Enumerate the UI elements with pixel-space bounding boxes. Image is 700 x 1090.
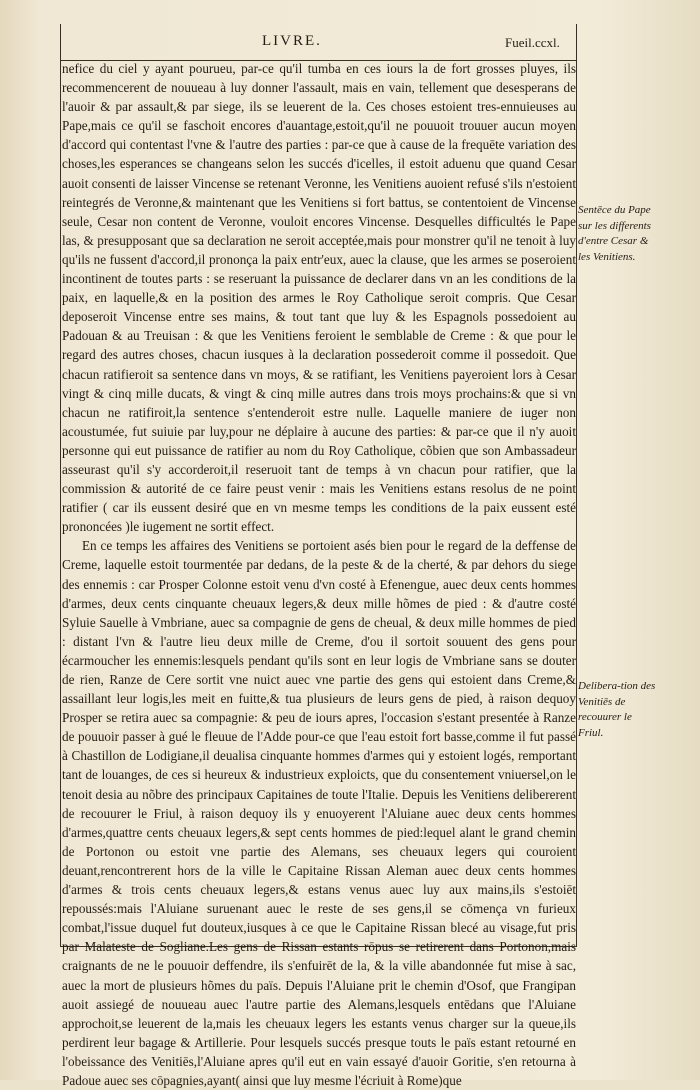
folio-number: Fueil.ccxl. [505, 35, 560, 50]
running-title: LIVRE. [262, 33, 322, 49]
paragraph-2: En ce temps les affaires des Venitiens se portoient asés bien pour le regard de la deffense de Creme, laquelle estoit tourmentée par dedans, de la peste & de la cherté, & par dehors du siege des ennemis : car Prosper Colonne estoit venu d'vn costé à Efenengue, auec deux cents hommes d'armes, deux cents cinquante cheuaux legers,& deux mille hõmes de pied : & d'autre costé Syluie Sauelle à Vmbriane, auec sa compagnie de gens de cheual, & deux mille hommes de pied : distant l'vn & l'autre lieu deux mille de Creme, d'ou il sortoit souuent des gens pour écarmoucher les ennemis:lesquels pendant qu'ils sont en leur logis de Vmbriane sans se douter de rien, Ranze de Cere sortit vne nuict auec vne partie des gens qui estoient dans Creme,& assaillant leur logis,les meit en fuitte,& tua plusieurs de leurs gens de pied, à raison dequoy Prosper se retira auec sa compagnie: & peu de iours apres, l'occasion s'estant presentée à Ranze de pouuoir passer à gué le fleuue de l'Adde pour-ce que l'eau estoit fort basse,comme il fut passé à Chastillon de Lodigiane,il deualisa cinquante hommes d'armes qui y estoient logés, remportant tant de louanges, de ces si heureux & industrieux exploicts, que du consentement vniuersel,on le tenoit desia au nõbre des principaux Capitaines de toute l'Italie. Depuis les Venitiens delibererent de recouurer le Friul, à raison dequoy ils y enuoyerent l'Aluiane auec deux cents hommes d'armes,quattre cents cheuaux legers,& sept cents hommes de pied:lequel alant le grand chemin de Portonon ou estoit vne partie des Alemans, ses cheuaux legers qui couroient deuant,rencontrerent hors de la ville le Capitaine Rissan Aleman auec deux cents hommes d'armes & trois cents cheuaux legers,& estans venus auec luy aux mains,ils s'estoiēt repoussés:mais l'Aluiane suruenant auec le reste de ses gens,il se cōmença vn furieux combat,l'issue duquel fut douteux,iusques à ce que le Capitaine Rissan blecé au visage,fut pris par Malateste de Sogliane.Les gens de Rissan estants rōpus se retirerent dans Portonon,mais craignants de ne le pouuoir deffendre, ils s'enfuirēt de la, & la ville abandonnée fut mise à sac, auec la mort de plusieurs hõmes du païs. Depuis l'Aluiane prit le chemin d'Osof, que Frangipan auoit assiegé de nouueau auec l'autre partie des Alemans,lesquels entēdans que l'Aluiane approchoit,se leuerent de la,mais les cheuaux legers les estants venus charger sur la queue,ils perdirent leur bagage & Artillerie. Pour lesquels succés presque touts le païs estant retourné en l'obeissance des Venitiēs,l'Aluiane apres qu'il eut en vain essayé d'auoir Goritie, s'en retourna à Padoue auec ses cōpagnies,ayant( ainsi que luy mesme l'écriuit à Rome)que [62, 538, 576, 1088]
margin-column-rule [576, 24, 577, 946]
paragraph-1: nefice du ciel y ayant pourueu, par-ce qu'il tumba en ces iours la de fort grosses pluyes, ils recommencerent de nouueau à luy donner l'assault, mais en vain, tellement que desesperans de l'auoir & par assault,& par siege, ils se leuerent de la. Ces choses estoient tres-ennuieuses au Pape,mais ce qu'il se faschoit encores d'auantage,estoit,qu'il ne pouuoit trouuer aucun moyen d'accord qui contentast l'vne & l'autre des parties : par-ce que à cause de la frequēte variation des choses,les esperances se changeans selon les succés d'icelles, il estoit aduenu que quand Cesar auoit consenti de laisser Vincense se retenant Veronne, les Venitiens auoient refusé s'ils n'estoient reintegrés de Veronne,& maintenant que les Venitiens si fort battus, se contentoient de Vincense seule, Cesar non content de Veronne, vouloit encores Vincense. Desquelles difficultés le Pape las, & presupposant que sa declaration ne seroit acceptée,mais pour monstrer qu'il ne tenoit à luy qu'ils ne fussent d'accord,il prononça la paix entr'eux, auec la clause, que les armes se poseroient incontinent de toutes parts : se reseruant la puissance de declarer dans vn an les conditions de la paix, en laquelle,& en la position des armes le Roy Catholique seroit compris. Que Cesar deposeroit Vincense entre ses mains, & tout tant que luy & les Espagnols possedoient au Padouan & au Treuisan : & que les Venitiens feroient le semblable de Creme : & que pour le regard des autres choses, chacun iusques à la declaration possederoit comme il possedoit. Que chacun ratifieroit sa sentence dans vn moys, & se ratifiant, les Venitiens payeroient lors à Cesar vingt & cinq mille ducats, & vingt & cinq mille autres dans trois moys prochains:& que si vn chacun ne ratifiroit,la sentence s'entenderoit estre nulle. Laquelle maniere de iuger non acoustumée, fut suiuie par luy,pour ne déplaire à aucune des parties: & par-ce que il n'y auoit personne qui eut puissance de ratifier au nom du Roy Catholique, cõbien que son Ambassadeur asseurast qu'il s'y accorderoit,il reseruoit tant de temps à vn chacun pour ratifier, que la commission & autorité de ce faire peust venir : mais les Venitiens estans resolus de ne point ratifier ( car ils eussent desiré que en vn mesme temps les conditions de la paix eussent esté prononcées )le iugement ne sortit effect. [62, 61, 576, 535]
main-text-block [62, 59, 576, 1090]
margin-note-friul: Delibera-tion des Venitiēs de recouurer le Friul. [578, 680, 656, 739]
margin-note-papal-sentence: Sentēce du Pape sur les differents d'entre Cesar & les Venitiens. [578, 204, 651, 263]
left-column-rule [60, 24, 61, 946]
